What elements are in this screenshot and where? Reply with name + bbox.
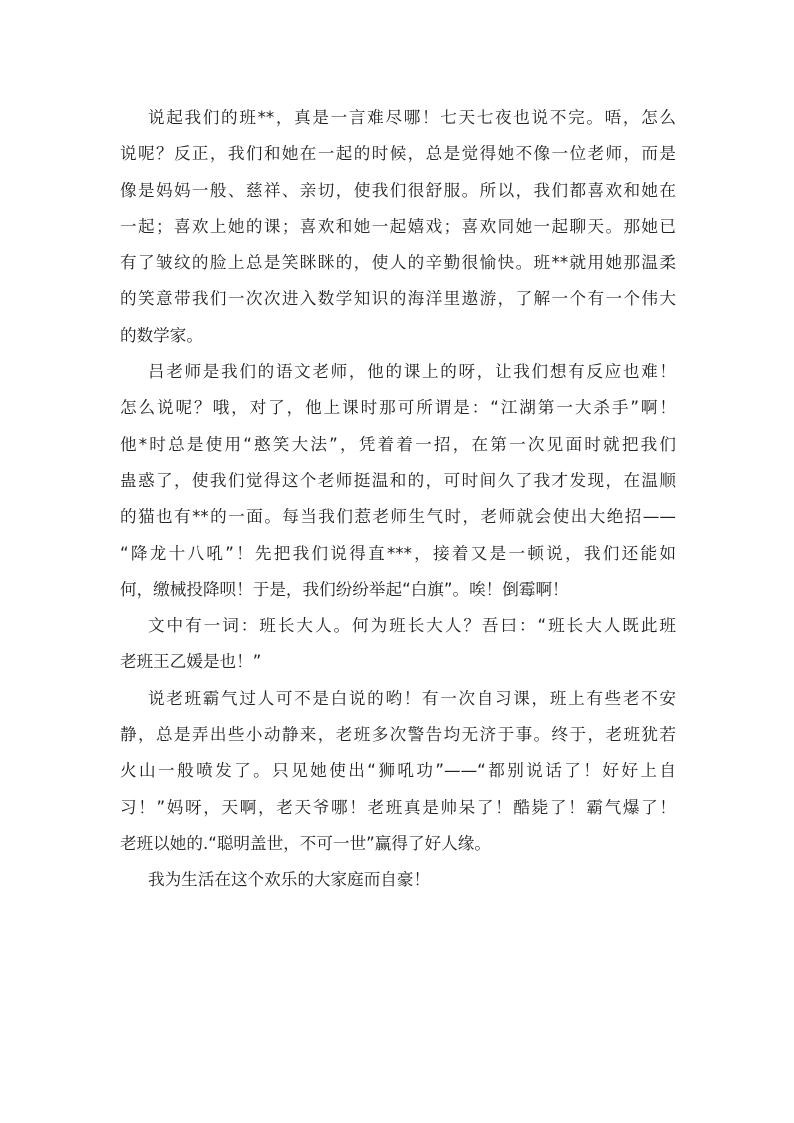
text-line: 怎么说呢？哦，对了，他上课时那可所谓是：“江湖第一大杀手”啊！ bbox=[120, 398, 676, 418]
text-line: 静，总是弄出些小动静来，老班多次警告均无济于事。终于，老班犹若 bbox=[120, 725, 676, 745]
paragraph-3 bbox=[120, 608, 676, 681]
text-line: “降龙十八吼”！先把我们说得直***，接着又是一顿说，我们还能如 bbox=[120, 543, 676, 563]
paragraph-5 bbox=[120, 862, 676, 898]
text-line: 老班以她的.“聪明盖世，不可一世”赢得了好人缘。 bbox=[120, 833, 491, 853]
text-line: 我为生活在这个欢乐的大家庭而自豪！ bbox=[148, 870, 431, 890]
paragraph-4 bbox=[120, 681, 676, 862]
paragraph-1 bbox=[120, 100, 676, 354]
text-line: 火山一般喷发了。只见她使出“狮吼功”——“都别说话了！好好上自 bbox=[120, 761, 676, 781]
document-body bbox=[120, 100, 676, 899]
text-line: 一起；喜欢上她的课；喜欢和她一起嬉戏；喜欢同她一起聊天。那她已 bbox=[120, 216, 676, 236]
text-line: 有了皱纹的脸上总是笑眯眯的，使人的辛勤很愉快。班**就用她那温柔 bbox=[120, 253, 676, 273]
text-line: 像是妈妈一般、慈祥、亲切，使我们很舒服。所以，我们都喜欢和她在 bbox=[120, 180, 676, 200]
text-line: 习！”妈呀，天啊，老天爷哪！老班真是帅呆了！酷毙了！霸气爆了！ bbox=[120, 797, 676, 817]
text-line: 老班王乙媛是也！” bbox=[120, 652, 262, 672]
text-line: 吕老师是我们的语文老师，他的课上的呀，让我们想有反应也难！ bbox=[148, 362, 676, 382]
text-line: 何，缴械投降呗！于是，我们纷纷举起“白旗”。唉！倒霉啊！ bbox=[120, 579, 569, 599]
text-line: 说呢？反正，我们和她在一起的时候，总是觉得她不像一位老师，而是 bbox=[120, 144, 676, 164]
text-line: 说老班霸气过人可不是白说的哟！有一次自习课，班上有些老不安 bbox=[148, 688, 676, 708]
text-line: 说起我们的班**，真是一言难尽哪！七天七夜也说不完。唔，怎么 bbox=[148, 108, 676, 127]
text-line: 的数学家。 bbox=[120, 325, 203, 345]
paragraph-2 bbox=[120, 354, 676, 608]
text-line: 的猫也有**的一面。每当我们惹老师生气时，老师就会使出大绝招—— bbox=[120, 507, 676, 527]
text-line: 的笑意带我们一次次进入数学知识的海洋里遨游，了解一个有一个伟大 bbox=[120, 289, 676, 309]
text-line: 文中有一词：班长大人。何为班长大人？吾曰：“班长大人既此班 bbox=[148, 616, 676, 636]
text-line: 蛊惑了，使我们觉得这个老师挺温和的，可时间久了我才发现，在温顺 bbox=[120, 470, 676, 490]
text-line: 他*时总是使用“憨笑大法”，凭着着一招，在第一次见面时就把我们 bbox=[120, 434, 676, 454]
